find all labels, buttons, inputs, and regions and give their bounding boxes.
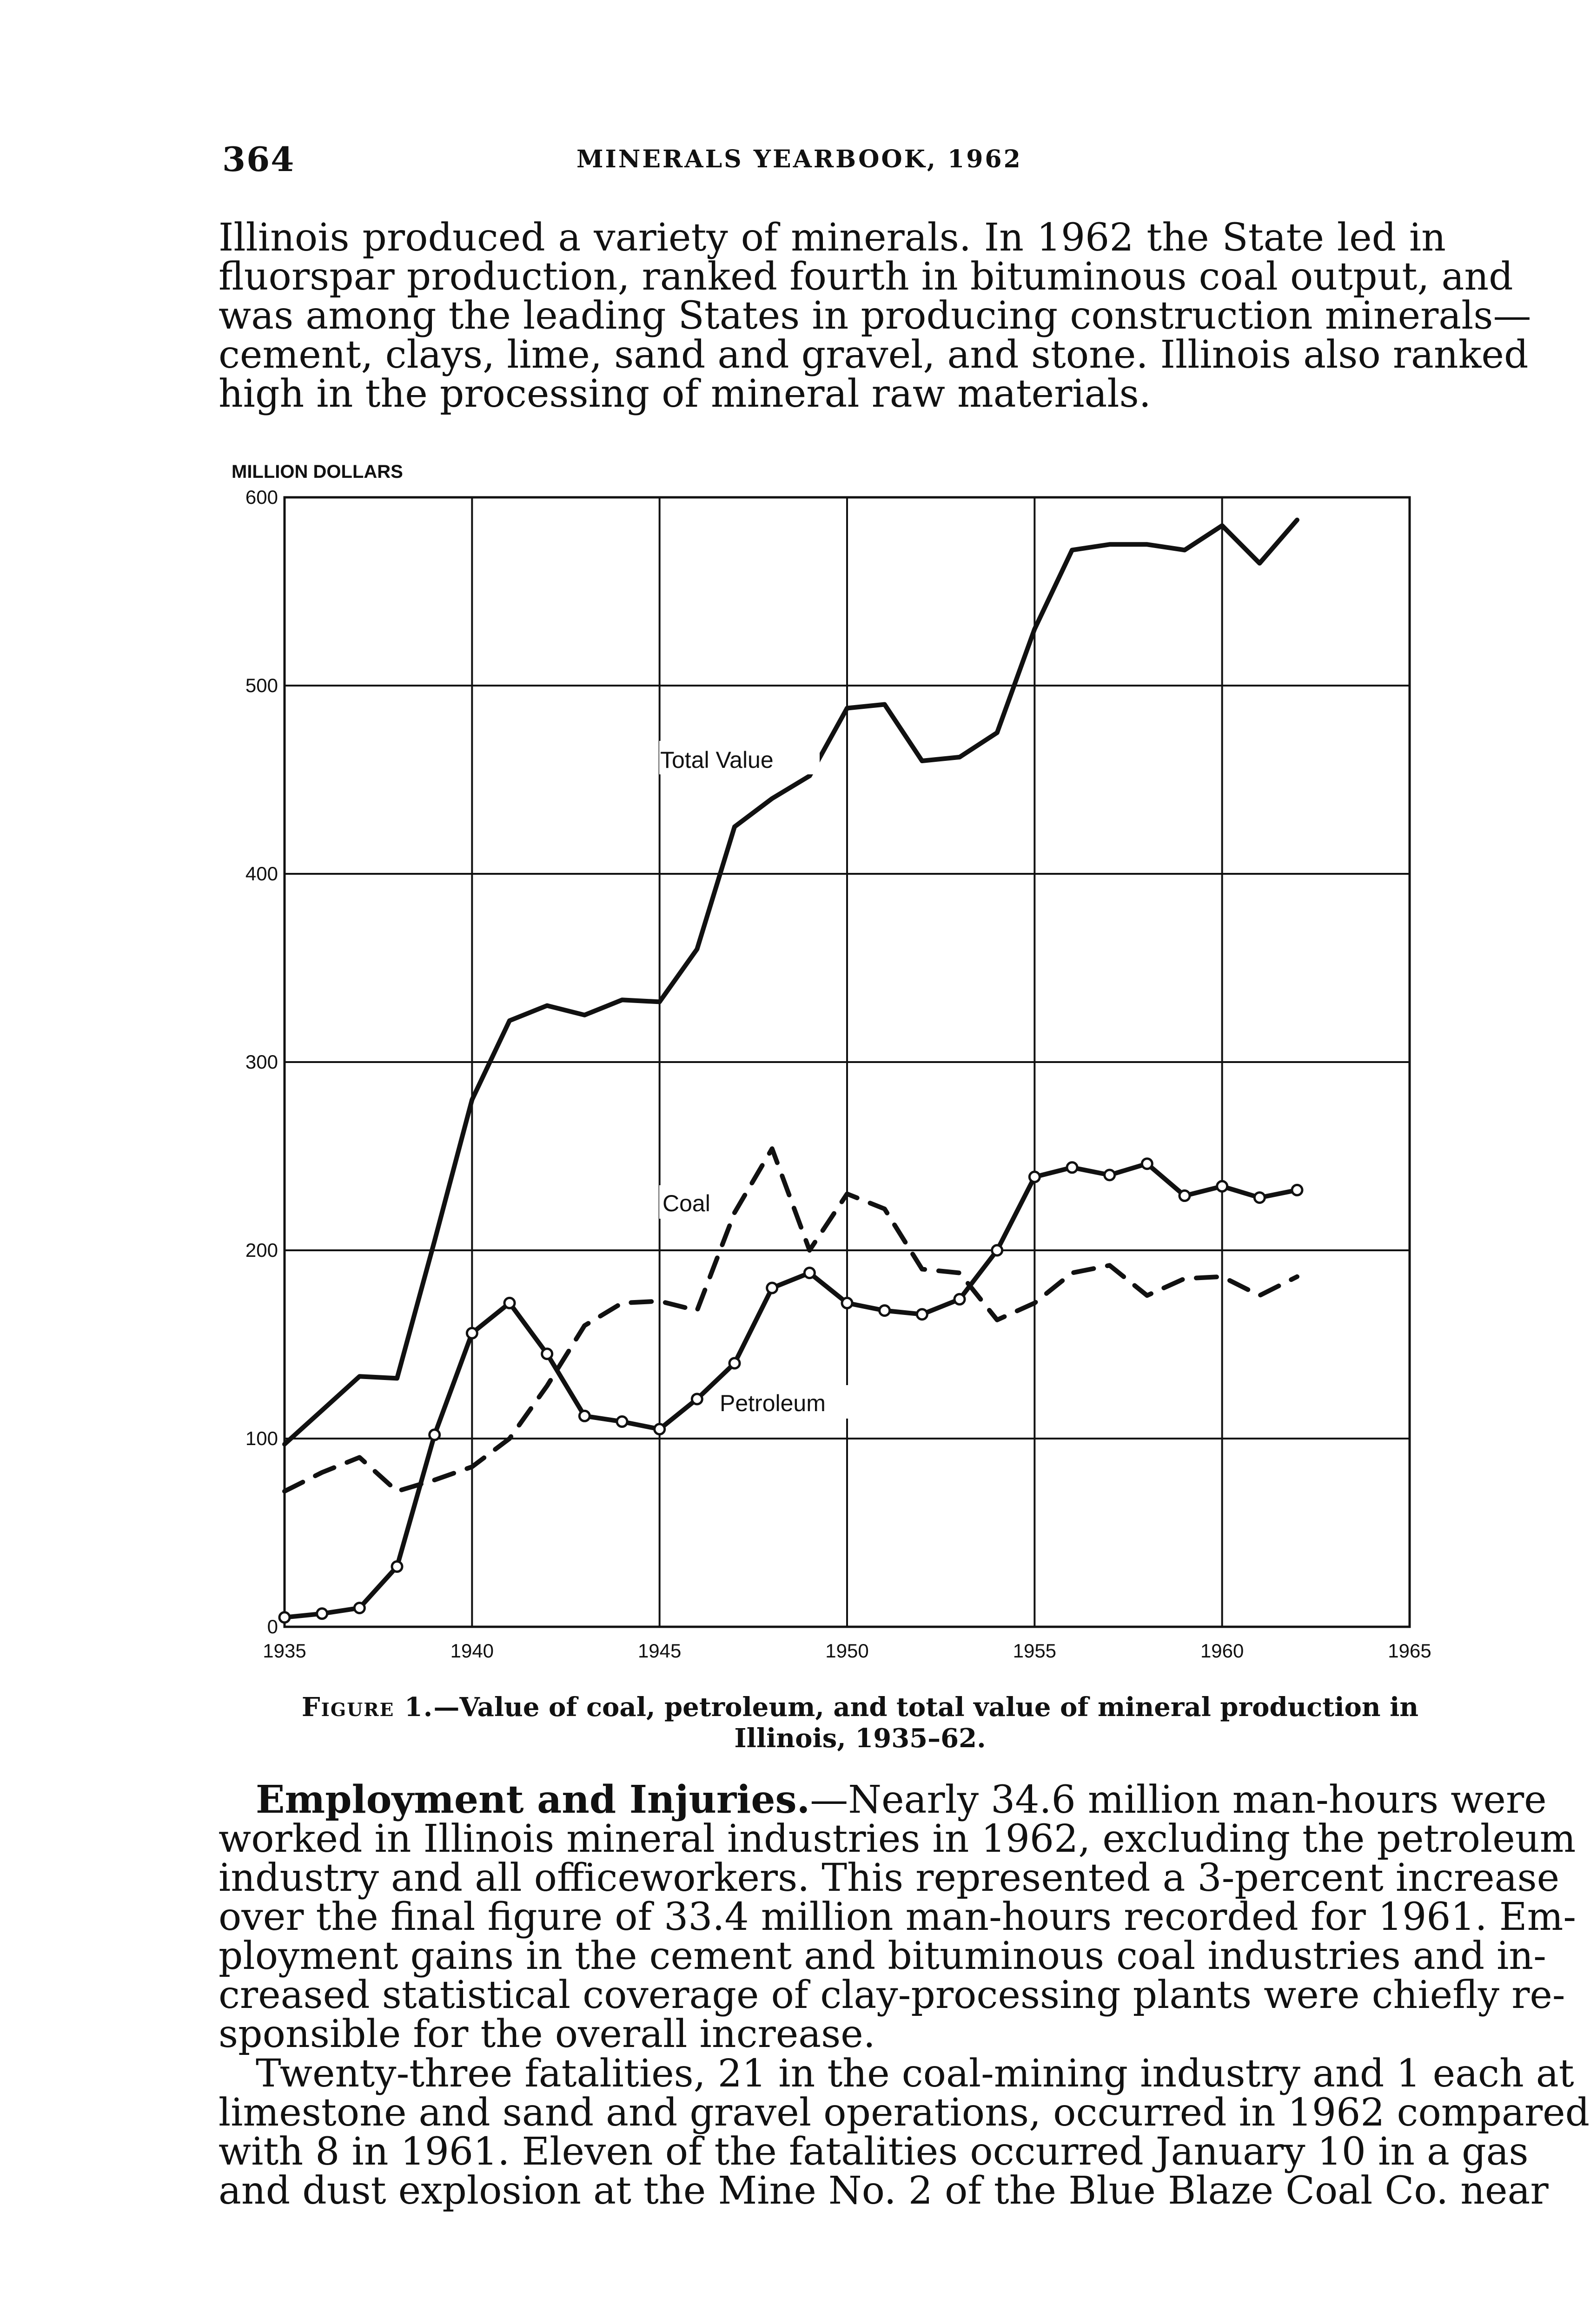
text-line: high in the processing of mineral raw materials. [219,372,1151,416]
data-point [954,1294,965,1304]
data-point [430,1430,440,1440]
data-point [317,1609,327,1619]
series-line-total-value [285,520,1297,1445]
chart-grid [285,497,1410,1627]
data-point [767,1283,777,1293]
data-point [617,1417,627,1427]
data-point [542,1349,552,1359]
text-line: was among the leading States in producing construction minerals— [219,294,1531,338]
text-line: worked in Illinois mineral industries in 1962, excluding the petroleum [219,1817,1576,1861]
text-line: and dust explosion at the Mine No. 2 of the Blue Blaze Coal Co. near [219,2169,1549,2213]
y-tick-label: 300 [245,1051,278,1073]
data-point [1217,1181,1227,1191]
data-point [1254,1193,1265,1203]
x-tick-label: 1965 [1388,1640,1431,1662]
series-label-total-value: Total Value [660,747,774,773]
data-point [354,1603,364,1613]
x-tick-label: 1945 [637,1640,682,1662]
y-tick-label: 400 [245,863,278,885]
text-line: limestone and sand and gravel operations, occurred in 1962 compared [219,2091,1590,2135]
section-heading: Employment and Injuries. [256,1777,810,1822]
page-number: 364 [222,139,295,179]
data-point [729,1358,740,1368]
text-line: Twenty-three fatalities, 21 in the coal-mining industry and 1 each at [256,2052,1574,2096]
caption-text: —Value of coal, petroleum, and total value of mineral production in Illinois, 1935–62. [433,1692,1419,1754]
figure-caption [274,1692,1446,1754]
data-point [504,1298,515,1308]
data-point [992,1245,1002,1255]
data-point [1179,1191,1190,1201]
x-tick-label: 1950 [825,1640,869,1662]
data-point [1105,1170,1115,1180]
data-point [880,1306,890,1316]
series-label-petroleum: Petroleum [720,1390,826,1416]
y-tick-labels [245,486,278,1637]
x-tick-label: 1940 [450,1640,494,1662]
data-point [279,1612,290,1623]
data-point [1029,1172,1040,1182]
fatalities-paragraph [219,2052,1590,2213]
text-run: —Nearly 34.6 million man-hours were [810,1778,1547,1822]
text-line [219,1777,1547,1822]
y-tick-label: 600 [245,486,278,508]
y-axis-label: MILLION DOLLARS [232,462,403,482]
text-line: Illinois produced a variety of minerals. In 1962 the State led in [219,216,1446,260]
text-line: with 8 in 1961. Eleven of the fatalities occurred January 10 in a gas [219,2130,1529,2174]
data-point [1292,1185,1302,1195]
data-point [392,1561,402,1571]
y-tick-label: 200 [245,1239,278,1261]
x-tick-label: 1955 [1013,1640,1057,1662]
data-point [692,1394,702,1404]
data-point [842,1298,852,1308]
text-line: over the final figure of 33.4 million man-hours recorded for 1961. Em- [219,1895,1577,1939]
y-tick-label: 0 [267,1616,278,1637]
running-head: MINERALS YEARBOOK, 1962 [576,145,1022,173]
text-line: industry and all officeworkers. This represented a 3-percent increase [219,1856,1560,1900]
data-point [655,1424,665,1434]
data-point [1142,1159,1152,1169]
caption-prefix: Figure 1. [301,1692,434,1723]
x-tick-labels [263,1640,1431,1662]
data-point [917,1309,927,1320]
x-tick-label: 1960 [1200,1640,1244,1662]
data-point [1067,1162,1077,1173]
text-line: sponsible for the overall increase. [219,2012,875,2056]
text-line: cement, clays, lime, sand and gravel, and stone. Illinois also ranked [219,333,1529,377]
text-line: ployment gains in the cement and bituminous coal industries and in- [219,1934,1546,1978]
y-tick-label: 100 [245,1427,278,1449]
series-label-coal: Coal [662,1190,710,1216]
x-tick-label: 1935 [263,1640,306,1662]
text-line: fluorspar production, ranked fourth in bituminous coal output, and [219,255,1513,299]
text-line: creased statistical coverage of clay-processing plants were chiefly re- [219,1973,1565,2017]
data-point [467,1328,477,1338]
data-point [804,1268,815,1278]
data-point [579,1411,590,1421]
employment-paragraph [219,1777,1577,2056]
y-tick-label: 500 [245,674,278,696]
